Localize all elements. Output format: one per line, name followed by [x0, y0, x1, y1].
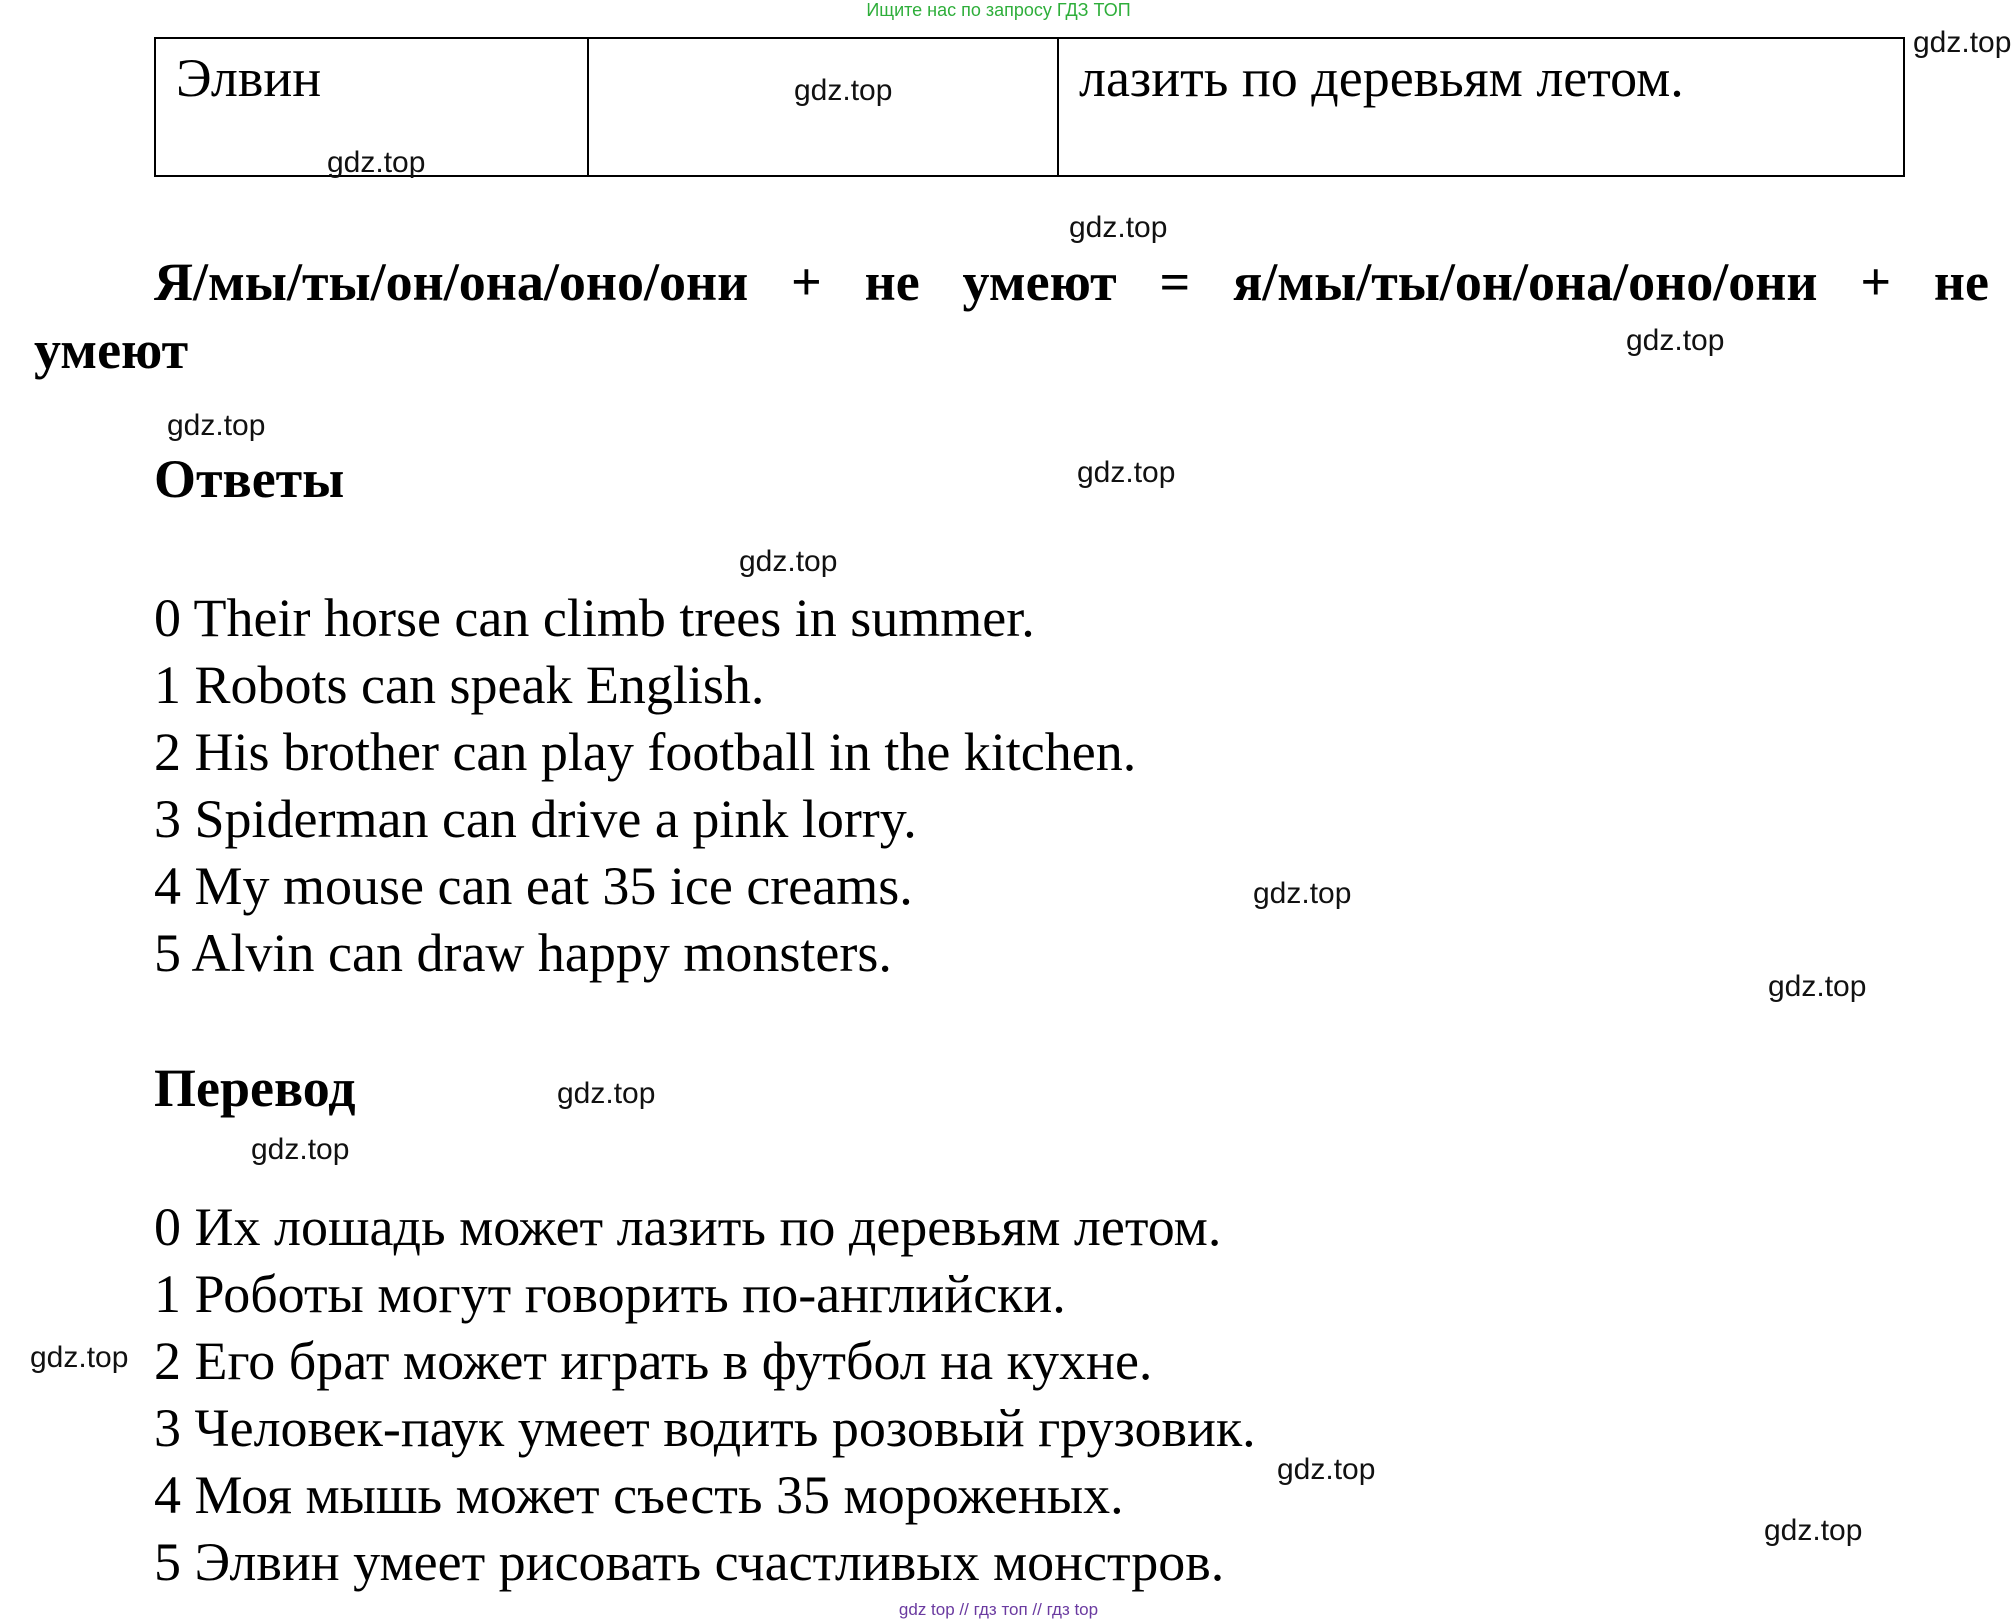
- list-item: 5 Alvin can draw happy monsters.: [154, 923, 892, 983]
- watermark: gdz.top: [557, 1077, 656, 1110]
- list-item: 0 Их лошадь может лазить по деревьям летом.: [154, 1197, 1222, 1257]
- watermark: gdz.top: [327, 146, 426, 179]
- watermark: gdz.top: [794, 74, 893, 107]
- grammar-rule-line-1: Я/мы/ты/он/она/оно/они + не умеют = я/мы/ты/он/она/оно/они + не: [154, 252, 1989, 312]
- list-item: 1 Роботы могут говорить по-английски.: [154, 1264, 1066, 1324]
- list-item: 4 Моя мышь может съесть 35 мороженых.: [154, 1465, 1124, 1525]
- watermark: gdz.top: [1253, 877, 1352, 910]
- answers-list: [154, 585, 1136, 987]
- watermark: gdz.top: [1768, 970, 1867, 1003]
- translation-heading: Перевод: [154, 1058, 356, 1118]
- watermark: gdz.top: [167, 409, 266, 442]
- list-item: 2 Его брат может играть в футбол на кухне.: [154, 1331, 1153, 1391]
- list-item: 2 His brother can play football in the kitchen.: [154, 722, 1137, 782]
- watermark: gdz.top: [739, 545, 838, 578]
- grammar-rule-line-2: умеют: [34, 320, 189, 380]
- grammar-rule: [34, 248, 1989, 384]
- table-cell-activity: лазить по деревьям летом.: [1058, 38, 1904, 176]
- list-item: 5 Элвин умеет рисовать счастливых монстров.: [154, 1532, 1225, 1592]
- watermark: gdz.top: [1069, 211, 1168, 244]
- watermark: gdz.top: [251, 1133, 350, 1166]
- list-item: 0 Their horse can climb trees in summer.: [154, 588, 1035, 648]
- watermark: gdz.top: [30, 1341, 129, 1374]
- watermark: gdz.top: [1626, 324, 1725, 357]
- list-item: 3 Человек-паук умеет водить розовый грузовик.: [154, 1398, 1256, 1458]
- watermark: gdz.top: [1277, 1453, 1376, 1486]
- translation-list: [154, 1194, 1256, 1596]
- watermark: gdz.top: [1764, 1514, 1863, 1547]
- table-cell-name: Элвин: [155, 38, 588, 176]
- list-item: 4 My mouse can eat 35 ice creams.: [154, 856, 913, 916]
- list-item: 3 Spiderman can drive a pink lorry.: [154, 789, 917, 849]
- list-item: 1 Robots can speak English.: [154, 655, 765, 715]
- watermark: gdz.top: [1077, 456, 1176, 489]
- watermark: gdz.top: [1913, 26, 2011, 59]
- top-banner: Ищите нас по запросу ГДЗ ТОП: [866, 0, 1131, 20]
- bottom-banner: gdz top // гдз топ // гдз top: [898, 1600, 1099, 1619]
- answers-heading: Ответы: [154, 449, 345, 509]
